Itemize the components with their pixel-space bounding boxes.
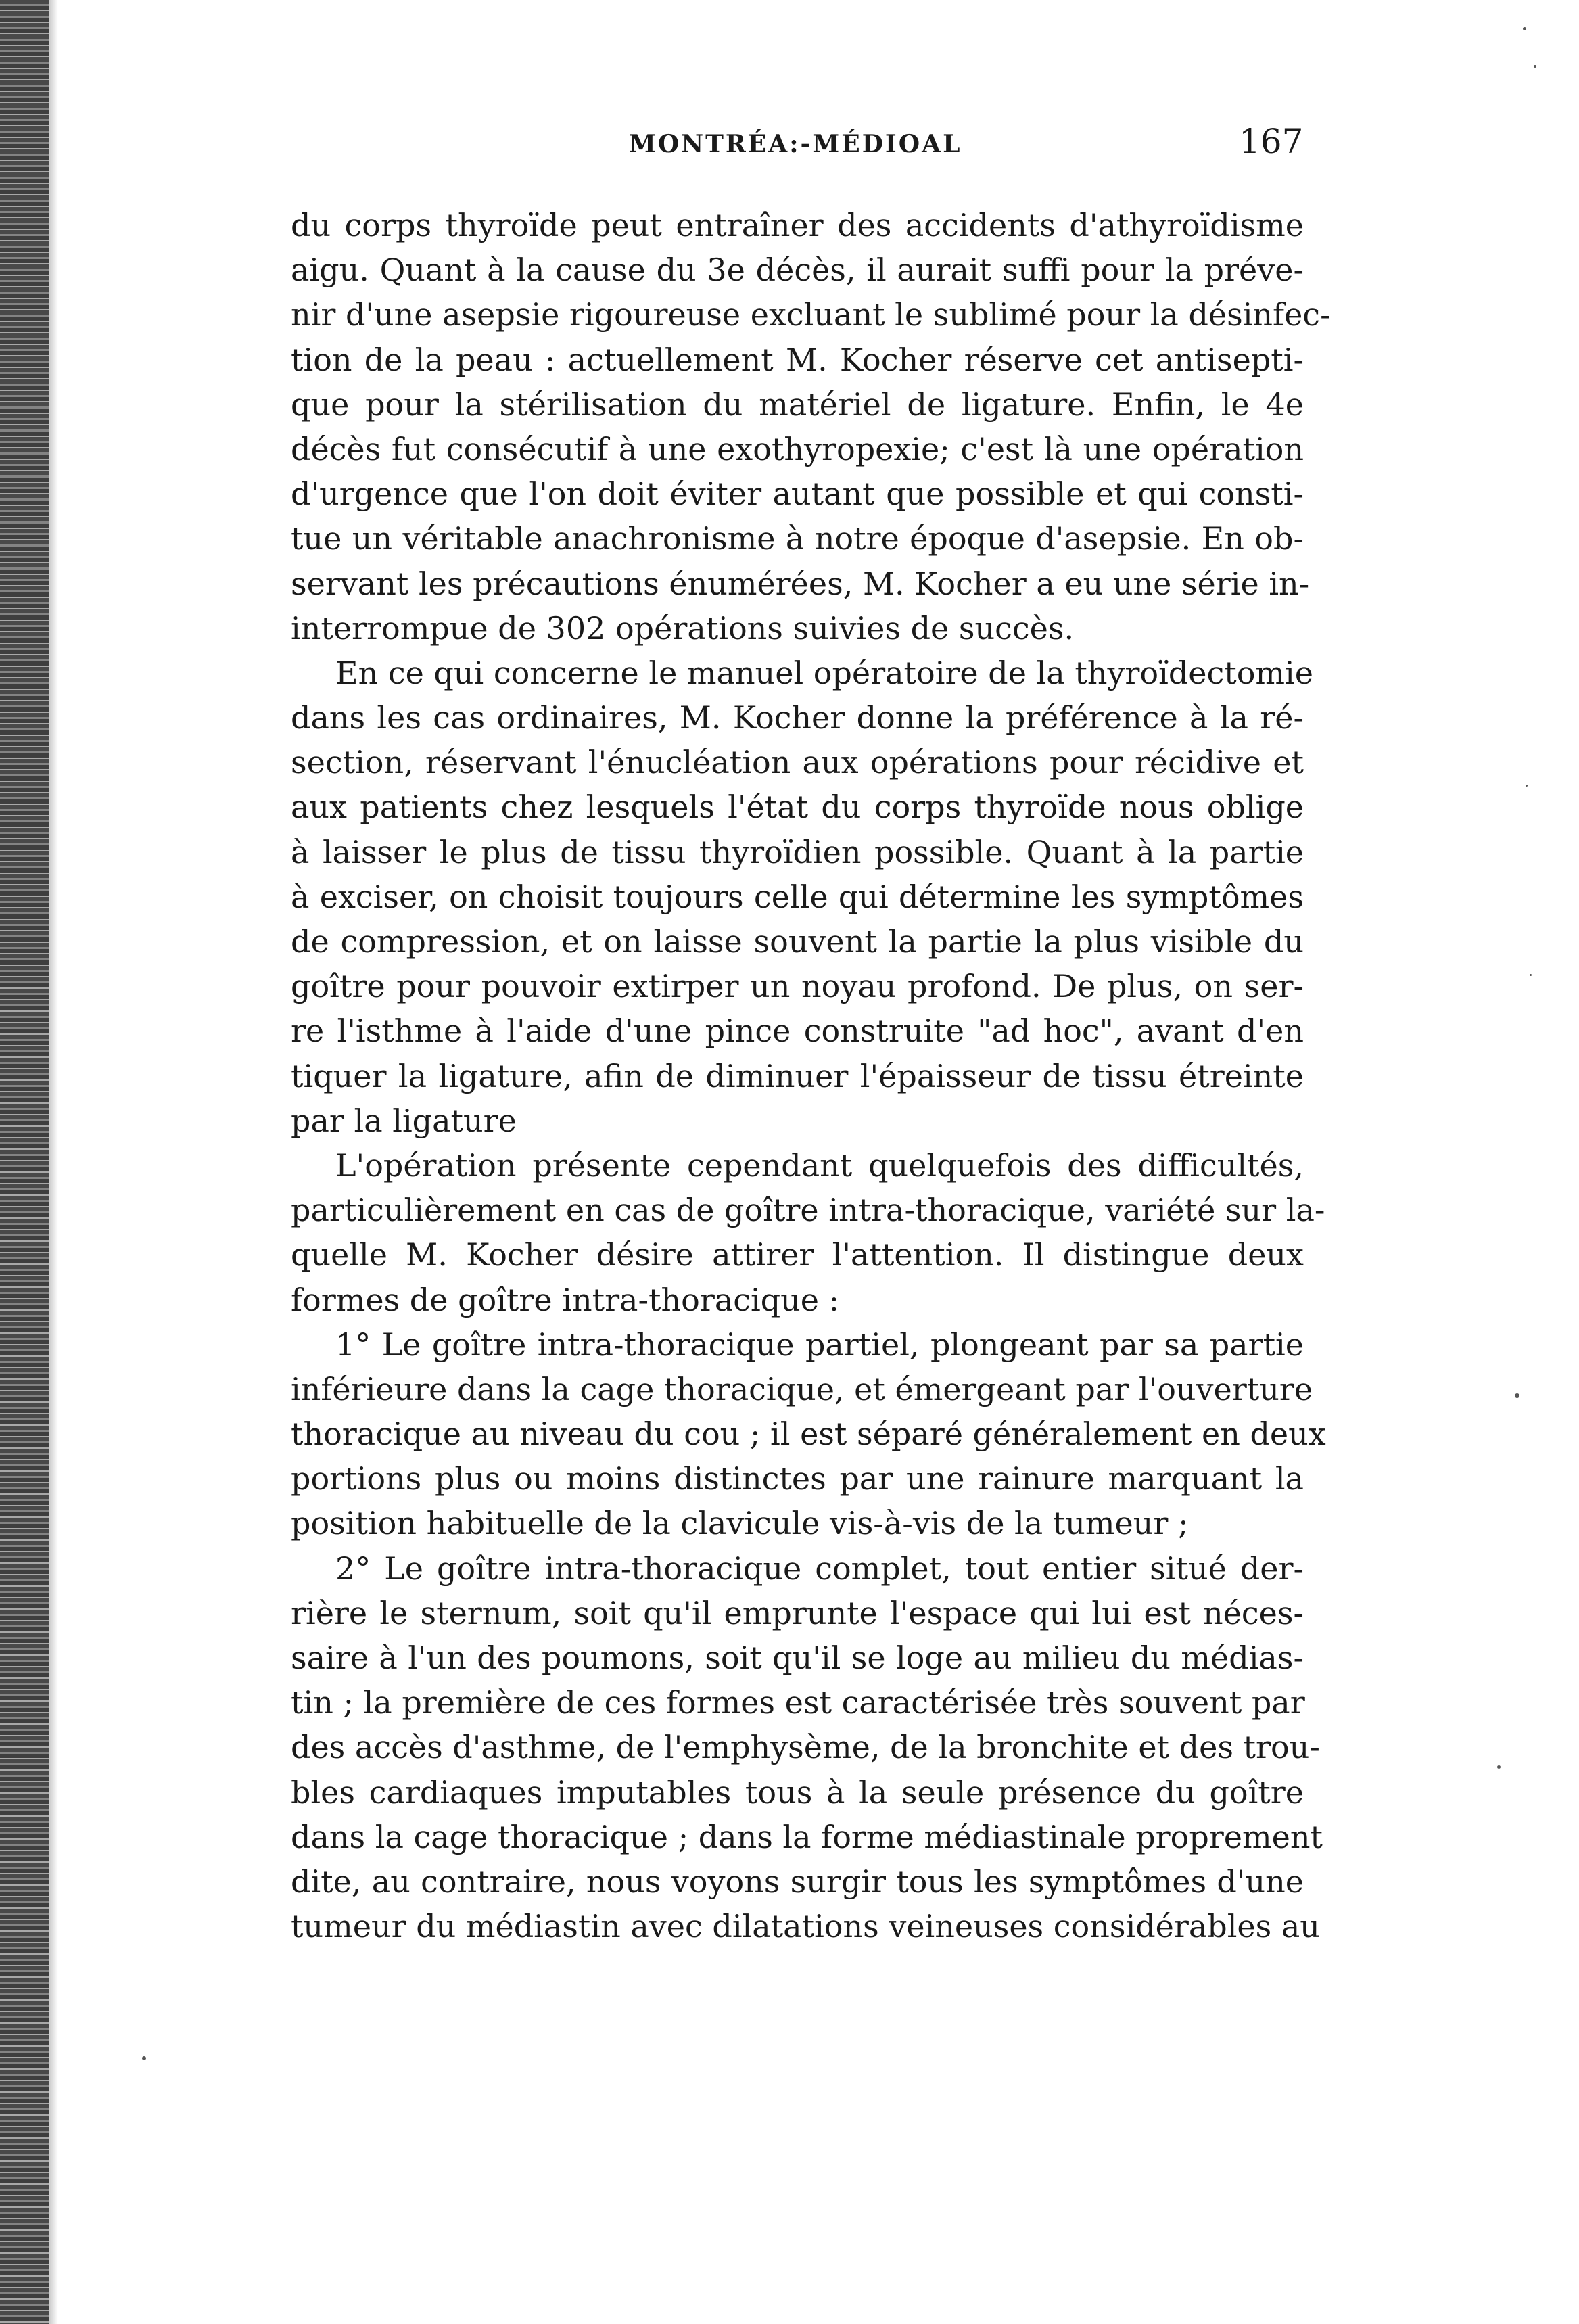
scan-speck bbox=[1497, 1765, 1501, 1769]
text-line: de compression, et on laisse souvent la partie la plus visible du bbox=[291, 923, 1304, 960]
page-header bbox=[0, 115, 1579, 169]
text-line: dans les cas ordinaires, M. Kocher donne la préférence à la ré- bbox=[291, 699, 1304, 737]
text-line: re l'isthme à l'aide d'une pince construite "ad hoc", avant d'en bbox=[291, 1013, 1304, 1050]
scan-speck bbox=[1526, 785, 1528, 787]
scan-speck bbox=[1530, 974, 1532, 976]
text-line: inférieure dans la cage thoracique, et émergeant par l'ouverture bbox=[291, 1370, 1313, 1408]
scan-speck bbox=[1515, 1393, 1519, 1398]
text-line: aigu. Quant à la cause du 3e décès, il aurait suffi pour la préve- bbox=[291, 252, 1304, 289]
text-line: tumeur du médiastin avec dilatations veineuses considérables au bbox=[291, 1908, 1320, 1945]
text-line: tue un véritable anachronisme à notre époque d'asepsie. En ob- bbox=[291, 520, 1304, 557]
text-line: tion de la peau : actuellement M. Kocher réserve cet antisepti- bbox=[291, 341, 1304, 378]
text-line: interrompue de 302 opérations suivies de succès. bbox=[291, 609, 1075, 647]
text-line: section, réservant l'énucléation aux opérations pour récidive et bbox=[291, 744, 1304, 781]
text-line: dite, au contraire, nous voyons surgir tous les symptômes d'une bbox=[291, 1863, 1304, 1900]
text-line: à exciser, on choisit toujours celle qui détermine les symptômes bbox=[291, 878, 1304, 915]
text-line: du corps thyroïde peut entraîner des accidents d'athyroïdisme bbox=[291, 207, 1304, 243]
text-line: aux patients chez lesquels l'état du corps thyroïde nous oblige bbox=[291, 789, 1304, 826]
text-line: position habituelle de la clavicule vis-à-vis de la tumeur ; bbox=[291, 1505, 1189, 1542]
text-line: servant les précautions énumérées, M. Kocher a eu une série in- bbox=[291, 565, 1310, 602]
text-line: tiquer la ligature, afin de diminuer l'épaisseur de tissu étreinte bbox=[291, 1057, 1304, 1094]
text-line: par la ligature bbox=[291, 1102, 517, 1139]
text-line: d'urgence que l'on doit éviter autant que possible et qui consti- bbox=[291, 475, 1304, 513]
text-line: formes de goître intra-thoracique : bbox=[291, 1281, 840, 1318]
text-line: des accès d'asthme, de l'emphysème, de la bronchite et des trou- bbox=[291, 1729, 1320, 1766]
text-line: à laisser le plus de tissu thyroïdien possible. Quant à la partie bbox=[291, 833, 1304, 870]
text-line: nir d'une asepsie rigoureuse excluant le sublimé pour la désinfec- bbox=[291, 296, 1331, 333]
text-line: 2° Le goître intra-thoracique complet, tout entier situé der- bbox=[335, 1550, 1304, 1587]
book-binding-edge bbox=[0, 0, 49, 2324]
text-line: particulièrement en cas de goître intra-thoracique, variété sur la- bbox=[291, 1192, 1325, 1229]
scan-speck bbox=[142, 2056, 146, 2060]
text-line: bles cardiaques imputables tous à la seule présence du goître bbox=[291, 1773, 1304, 1811]
scan-speck bbox=[1534, 65, 1536, 68]
page-number: 167 bbox=[1239, 122, 1304, 161]
text-line: portions plus ou moins distinctes par une rainure marquant la bbox=[291, 1460, 1304, 1497]
text-line: rière le sternum, soit qu'il emprunte l'espace qui lui est néces- bbox=[291, 1594, 1304, 1631]
text-line: que pour la stérilisation du matériel de ligature. Enfin, le 4e bbox=[291, 386, 1304, 423]
body-text bbox=[291, 203, 1331, 1949]
text-line: En ce qui concerne le manuel opératoire de la thyroïdectomie bbox=[335, 654, 1313, 691]
scan-speck bbox=[1523, 27, 1526, 30]
text-line: dans la cage thoracique ; dans la forme médiastinale proprement bbox=[291, 1818, 1323, 1855]
text-line: 1° Le goître intra-thoracique partiel, plongeant par sa partie bbox=[335, 1326, 1304, 1363]
text-line: L'opération présente cependant quelquefois des difficultés, bbox=[335, 1146, 1304, 1184]
text-line: décès fut consécutif à une exothyropexie; c'est là une opération bbox=[291, 430, 1304, 467]
text-line: goître pour pouvoir extirper un noyau profond. De plus, on ser- bbox=[291, 968, 1304, 1005]
text-line: tin ; la première de ces formes est caractérisée très souvent par bbox=[291, 1684, 1305, 1721]
text-line: saire à l'un des poumons, soit qu'il se loge au milieu du médias- bbox=[291, 1640, 1304, 1676]
text-line: quelle M. Kocher désire attirer l'attention. Il distingue deux bbox=[291, 1236, 1304, 1274]
text-line: thoracique au niveau du cou ; il est séparé généralement en deux bbox=[291, 1416, 1326, 1453]
running-title: MONTRÉA:-MÉDIOAL bbox=[629, 130, 962, 158]
